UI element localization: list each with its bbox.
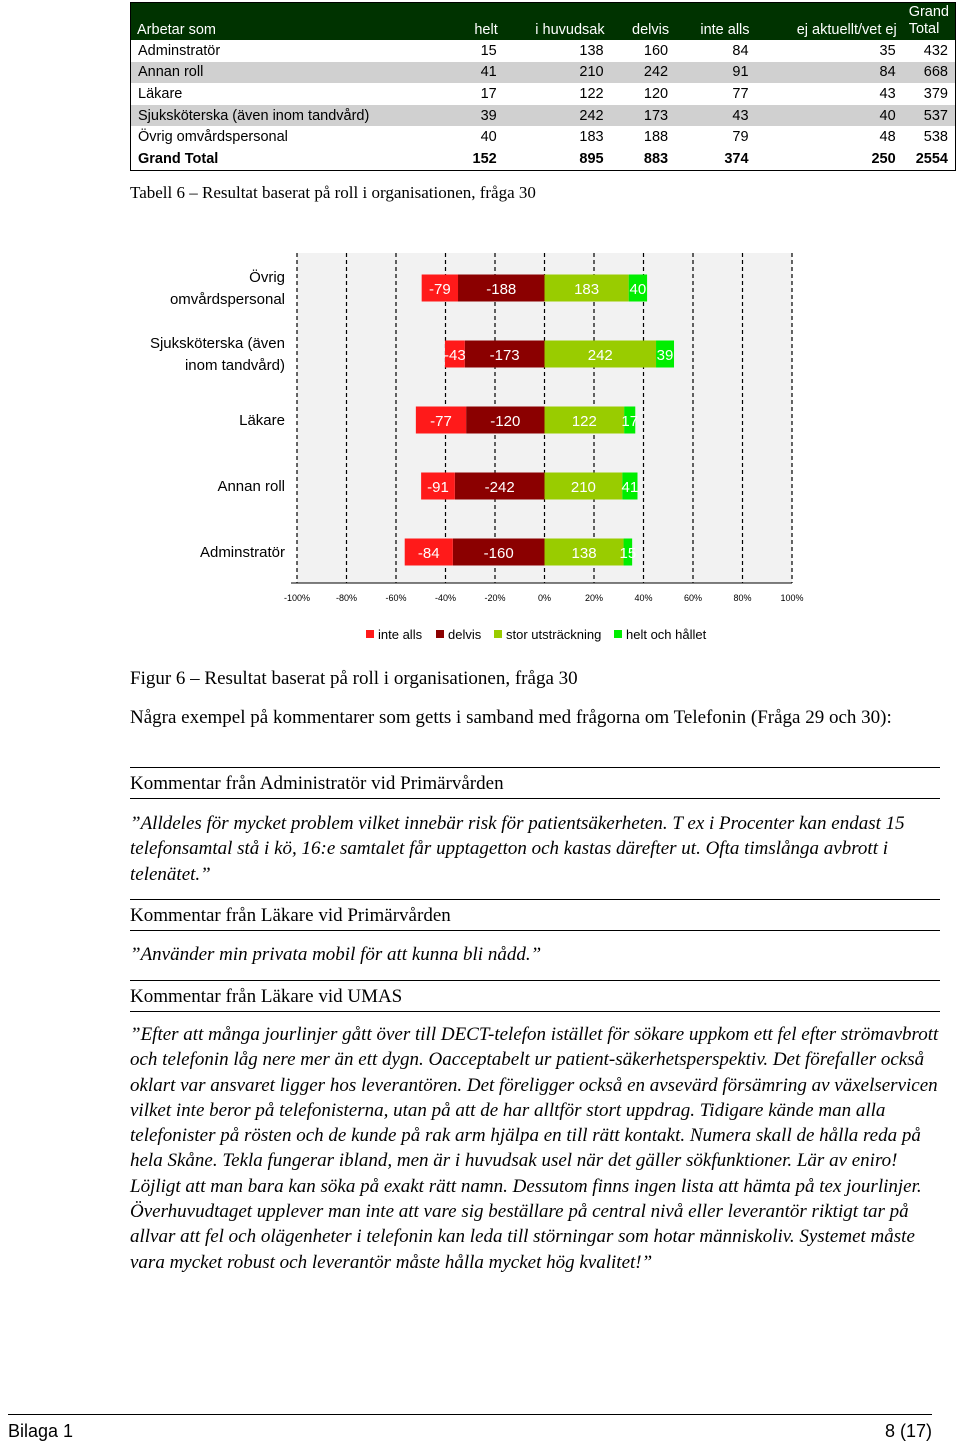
results-table [130, 2, 956, 171]
diverging-bar-chart [130, 243, 824, 653]
bar-data-label: -79 [428, 281, 451, 298]
col-header: Grand Total [903, 3, 956, 41]
table-cell: 138 [504, 40, 611, 62]
col-header: delvis [611, 3, 676, 41]
table-cell: 43 [675, 105, 755, 127]
x-tick-label: -40% [434, 593, 457, 603]
table-cell: 210 [504, 62, 611, 84]
table-cell: 152 [454, 148, 504, 170]
category-label: Sjuksköterska (även [149, 335, 285, 352]
table-cell: 77 [675, 83, 755, 105]
table-row [131, 40, 956, 62]
table-cell: 538 [903, 126, 956, 148]
table-cell: 2554 [903, 148, 956, 170]
bar-data-label: -188 [486, 281, 517, 298]
comment-heading-3: Kommentar från Läkare vid UMAS [130, 980, 940, 1012]
table-cell: 79 [675, 126, 755, 148]
bar-data-label: -43 [444, 347, 466, 364]
table-cell: 40 [756, 105, 903, 127]
category-label: Övrig [249, 269, 285, 286]
table-cell: 895 [504, 148, 611, 170]
bar-data-label: -120 [490, 413, 521, 430]
table-cell: 374 [675, 148, 755, 170]
bar-data-label: 210 [570, 479, 596, 496]
row-label: Läkare [131, 83, 454, 105]
table-cell: 91 [675, 62, 755, 84]
table-cell: 379 [903, 83, 956, 105]
table-cell: 432 [903, 40, 956, 62]
x-tick-label: 60% [683, 593, 703, 603]
table-cell: 160 [611, 40, 676, 62]
table-cell: 242 [504, 105, 611, 127]
table-total-row [131, 148, 956, 170]
table-cell: 84 [675, 40, 755, 62]
table-cell: 41 [454, 62, 504, 84]
legend-label: stor utsträckning [506, 627, 602, 642]
category-label: Annan roll [217, 478, 285, 495]
table-cell: 39 [454, 105, 504, 127]
bar-data-label: -77 [430, 413, 452, 430]
comment-quote-2: ”Använder min privata mobil för att kunna bli nådd.” [130, 944, 542, 965]
page-footer [8, 1414, 932, 1441]
table-row [131, 83, 956, 105]
table-cell: 173 [611, 105, 676, 127]
x-tick-label: 80% [733, 593, 752, 603]
bar-data-label: 15 [619, 545, 637, 562]
bar-data-label: 40 [629, 281, 647, 298]
bar-data-label: 122 [571, 413, 597, 430]
table-cell: 84 [756, 62, 903, 84]
x-tick-label: 20% [584, 593, 604, 603]
footer-appendix: Bilaga 1 [8, 1421, 74, 1441]
bar-data-label: -160 [483, 545, 514, 562]
figure-caption: Figur 6 – Resultat baserat på roll i organisationen, fråga 30 [130, 668, 578, 689]
table-cell: 120 [611, 83, 676, 105]
bar-data-label: 17 [621, 413, 639, 430]
legend-label: inte alls [378, 627, 423, 642]
bar-data-label: -242 [484, 479, 515, 496]
table-cell: 48 [756, 126, 903, 148]
table-cell: 35 [756, 40, 903, 62]
x-tick-label: 100% [780, 593, 804, 603]
bar-data-label: -84 [417, 545, 440, 562]
row-label: Adminstratör [131, 40, 454, 62]
col-header: Arbetar som [131, 3, 454, 41]
legend-label: helt och hållet [626, 627, 707, 642]
category-label: inom tandvård) [184, 357, 285, 374]
table-row [131, 105, 956, 127]
table-cell: 183 [504, 126, 611, 148]
comment-heading-1: Kommentar från Administratör vid Primärvården [130, 767, 940, 799]
table-cell: 242 [611, 62, 676, 84]
table-cell: 15 [454, 40, 504, 62]
x-tick-label: 40% [634, 593, 653, 603]
legend-swatch [494, 630, 502, 638]
table-cell: 537 [903, 105, 956, 127]
category-label: Läkare [239, 412, 285, 429]
table-cell: 40 [454, 126, 504, 148]
row-label: Sjuksköterska (även inom tandvård) [131, 105, 454, 127]
x-tick-label: -20% [484, 593, 506, 603]
category-label: Adminstratör [199, 544, 285, 561]
table-row [131, 62, 956, 84]
bar-data-label: -173 [489, 347, 520, 364]
comment-heading-2: Kommentar från Läkare vid Primärvården [130, 899, 940, 931]
col-header: ej aktuellt/vet ej [756, 3, 903, 41]
table-cell: 250 [756, 148, 903, 170]
legend-swatch [436, 630, 444, 638]
legend-swatch [366, 630, 374, 638]
table-cell: 43 [756, 83, 903, 105]
bar-data-label: 183 [574, 281, 600, 298]
table-header-row [131, 3, 956, 41]
x-tick-label: -60% [385, 593, 407, 603]
table-cell: 883 [611, 148, 676, 170]
bar-data-label: 39 [656, 347, 674, 364]
category-label: omvårdspersonal [169, 291, 285, 308]
table-cell: 122 [504, 83, 611, 105]
row-label: Övrig omvårdspersonal [131, 126, 454, 148]
row-label: Annan roll [131, 62, 454, 84]
table-caption: Tabell 6 – Resultat baserat på roll i organisationen, fråga 30 [130, 183, 536, 202]
col-header: helt [454, 3, 504, 41]
bar-data-label: -91 [427, 479, 449, 496]
bar-data-label: 41 [621, 479, 639, 496]
x-tick-label: -80% [335, 593, 358, 603]
row-label: Grand Total [131, 148, 454, 170]
table-cell: 668 [903, 62, 956, 84]
intro-paragraph: Några exempel på kommentarer som getts i samband med frågorna om Telefonin (Fråga 29 och 30): [130, 707, 892, 728]
table-cell: 17 [454, 83, 504, 105]
comment-quote-3: ”Efter att många jourlinjer gått över till DECT-telefon istället för sökare uppkom ett fel efter strömavbrott och telefonin låg nere mer än ett dygn. Oacceptabelt ur patient-säkerhetsperspektiv. Det förefaller också oklart var ansvaret ligger hos leverantören. Det föreligger också en avsevärd försämring av växelservicen vilket inte beror på telefonisterna, utan på att de har alltför stort uppdrag. Tidigare kände man alla telefonister på rösten och de kunde på rak arm hjälpa en till rätt kontakt. Numera skall de hålla reda på hela Skåne. Tekla fungerar ibland, men är i huvudsak usel när det gäller sökfunktioner. Lär av eniro! Löjligt att man bara kan söka på exakt rätt namn. Dessutom finns ingen lista att hämta på tex jourlinjer. Överhuvudtaget upplever man inte att vare sig beställare på central nivå eller leverantör riktigt tar på allvar att fel och olägenheter i telefonin kan leda till störningar som hotar människoliv. Systemet måste vara mycket robust och leverantör måste hålla mycket hög kvalitet!” [130, 1024, 939, 1273]
footer-page-number: 8 (17) [884, 1421, 932, 1441]
legend-swatch [614, 630, 622, 638]
legend-label: delvis [448, 627, 482, 642]
table-cell: 188 [611, 126, 676, 148]
x-tick-label: -100% [283, 593, 311, 603]
table-row [131, 126, 956, 148]
x-tick-label: 0% [537, 593, 552, 603]
comment-quote-1: ”Alldeles för mycket problem vilket innebär risk för patientsäkerheten. T ex i Procenter kan endast 15 telefonsamtal stå i kö, 16:e samtalet får upptagetton och kastas därefter ut. Ofta timslånga avbrott i telenätet.” [130, 813, 905, 885]
col-header: i huvudsak [504, 3, 611, 41]
col-header: inte alls [675, 3, 755, 41]
bar-data-label: 242 [587, 347, 613, 364]
bar-data-label: 138 [571, 545, 597, 562]
